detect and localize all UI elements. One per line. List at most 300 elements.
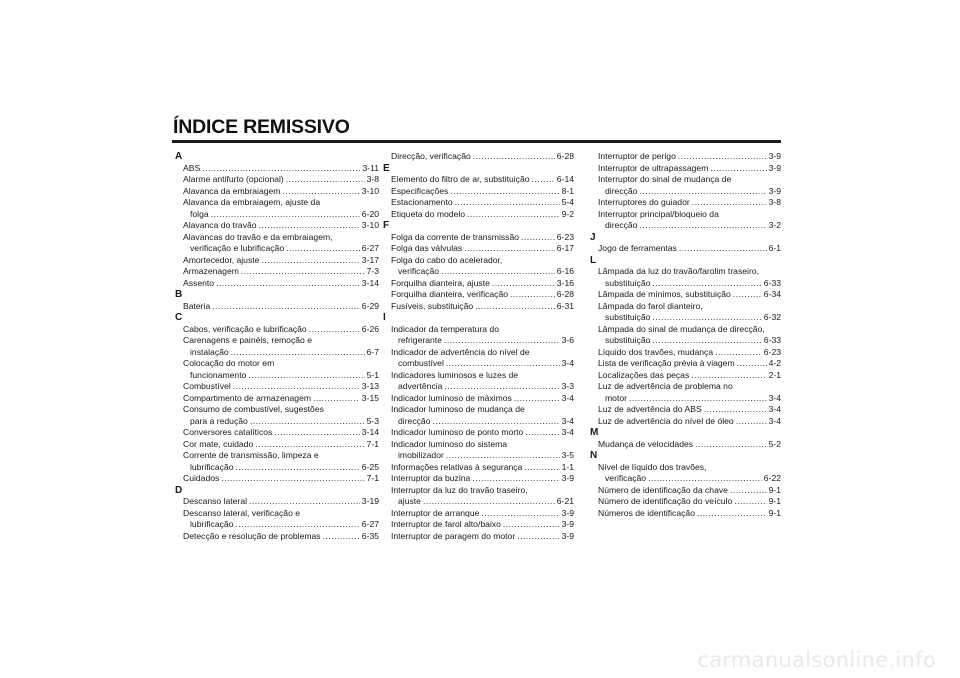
index-entry-page: 3-14 [361, 277, 379, 288]
index-entry-text: substituição [605, 312, 651, 322]
index-entry-text: Descanso lateral [183, 496, 248, 506]
dot-leader [286, 243, 360, 255]
index-entry-text: Interruptor do sinal de mudança de [598, 174, 732, 184]
index-entry-text: Direcção, verificação [391, 151, 471, 161]
index-entry [183, 174, 379, 186]
index-entry [598, 416, 781, 428]
index-entry [183, 393, 379, 405]
index-entry [598, 381, 781, 404]
index-entry [598, 209, 781, 232]
index-entry [183, 163, 379, 175]
index-entry [391, 289, 574, 301]
index-letter-heading: I [383, 312, 386, 323]
index-entry-page: 9-1 [768, 507, 781, 518]
dot-leader [446, 358, 560, 370]
dot-leader [514, 393, 560, 405]
index-entry [183, 220, 379, 232]
index-entry [391, 243, 574, 255]
dot-leader [510, 289, 555, 301]
dot-leader [652, 312, 761, 324]
dot-leader [679, 243, 767, 255]
index-entry-page: 9-1 [768, 484, 781, 495]
page-title: ÍNDICE REMISSIVO [173, 116, 350, 138]
index-entry-text: verificação [398, 266, 440, 276]
dot-leader [444, 381, 559, 393]
index-entry-text: Jogo de ferramentas [598, 243, 677, 253]
index-entry-text: Estacionamento [391, 197, 453, 207]
index-entry [391, 186, 574, 198]
index-entry-page: 6-29 [361, 300, 379, 311]
index-entry-page: 6-23 [556, 231, 574, 242]
dot-leader [524, 462, 559, 474]
dot-leader [259, 220, 360, 232]
dot-leader [697, 508, 767, 520]
dot-leader [212, 301, 360, 313]
index-entry-text: Luz de advertência de problema no [598, 381, 733, 391]
dot-leader [737, 358, 767, 370]
dot-leader [734, 496, 766, 508]
dot-leader [525, 427, 559, 439]
dot-leader [255, 439, 364, 451]
index-entry-text: Indicador luminoso de ponto morto [391, 427, 524, 437]
index-entry-text: Indicador da temperatura do [391, 323, 499, 334]
dot-leader [648, 473, 762, 485]
index-entry [391, 255, 574, 278]
index-entry [391, 439, 574, 462]
index-entry-page: 7-3 [366, 266, 379, 276]
index-entry-text: substituição [605, 277, 651, 288]
index-entry-page: 3-2 [768, 220, 781, 230]
index-entry-text: instalação [190, 346, 229, 357]
index-entry-page: 3-15 [361, 392, 379, 403]
index-entry-text: refrigerante [398, 335, 442, 345]
index-entry-text: Cuidados [183, 473, 220, 483]
dot-leader [261, 255, 359, 267]
index-entry-page: 1-1 [561, 461, 574, 472]
index-entry-text: Localizações das peças [598, 369, 690, 380]
index-entry-page: 6-33 [763, 335, 781, 345]
index-entry-text: Bateria [183, 300, 211, 311]
index-entry [391, 174, 574, 186]
index-entry-text: Indicador de advertência do nível de [391, 346, 530, 357]
index-entry-page: 6-20 [361, 208, 379, 219]
dot-leader [710, 163, 766, 175]
index-entry-text: Forquilha dianteira, ajuste [391, 277, 490, 288]
index-entry-text: verificação [605, 473, 647, 483]
dot-leader [274, 427, 359, 439]
index-entry-text: direcção [398, 415, 431, 426]
index-entry-text: Folga da corrente de transmissão [391, 231, 520, 242]
index-entry [391, 404, 574, 427]
dot-leader [286, 174, 365, 186]
index-entry-page: 3-4 [768, 404, 781, 414]
index-entry-page: 3-4 [561, 358, 574, 368]
index-entry-page: 3-9 [768, 185, 781, 196]
watermark: carmanualsonline.info [697, 648, 936, 672]
dot-leader [639, 220, 766, 232]
index-entry-page: 6-17 [556, 243, 574, 253]
index-entry [598, 404, 781, 416]
index-entry-text: direcção [605, 185, 638, 196]
dot-leader [464, 243, 555, 255]
index-entry-page: 3-9 [768, 162, 781, 173]
index-entry [391, 531, 574, 543]
index-entry-page: 3-10 [361, 185, 379, 196]
dot-leader [733, 289, 762, 301]
index-entry-text: Informações relativas à segurança [391, 461, 523, 472]
index-entry-text: lubrificação [190, 519, 234, 529]
index-entry-text: Luz de advertência do ABS [598, 404, 702, 414]
index-entry-page: 7-1 [366, 438, 379, 449]
index-entry [598, 289, 781, 301]
dot-leader [309, 324, 360, 336]
index-entry [183, 324, 379, 336]
index-entry-text: Mudança de velocidades [598, 438, 694, 449]
index-entry-text: Conversores catalíticos [183, 427, 273, 437]
dot-leader [450, 186, 559, 198]
index-entry-text: Folga do cabo do acelerador, [391, 254, 503, 265]
index-entry-page: 6-22 [763, 473, 781, 483]
index-entry [598, 151, 781, 163]
index-entry-text: Interruptor de ultrapassagem [598, 162, 709, 173]
dot-leader [472, 473, 559, 485]
index-entry [598, 174, 781, 197]
index-entry-text: Compartimento de armazenagem [183, 392, 312, 403]
index-entry-page: 6-16 [556, 266, 574, 276]
index-entry-text: motor [605, 392, 627, 403]
dot-leader [481, 508, 559, 520]
dot-leader [282, 186, 359, 198]
index-entry [598, 485, 781, 497]
dot-leader [517, 531, 559, 543]
index-entry-page: 9-1 [768, 496, 781, 506]
index-entry [183, 381, 379, 393]
index-entry [391, 473, 574, 485]
index-entry [598, 197, 781, 209]
index-entry-text: Elemento do filtro de ar, substituição [391, 174, 530, 184]
index-entry-text: imobilizador [398, 450, 444, 460]
dot-leader [216, 278, 360, 290]
dot-leader [211, 209, 360, 221]
index-entry-text: Indicador luminoso de mudança de [391, 404, 525, 414]
dot-leader [652, 278, 761, 290]
dot-leader [202, 163, 360, 175]
index-entry-page: 6-7 [366, 346, 379, 357]
index-entry [598, 266, 781, 289]
dot-leader [455, 197, 560, 209]
index-letter-heading: D [175, 484, 183, 496]
index-entry-text: Interruptor de paragem do motor [391, 530, 516, 541]
dot-leader [432, 416, 559, 428]
index-entry-text: lubrificação [190, 461, 234, 472]
dot-leader [323, 531, 360, 543]
index-entry [391, 347, 574, 370]
index-entry-text: direcção [605, 220, 638, 230]
dot-leader [629, 393, 767, 405]
index-entry-page: 3-13 [361, 381, 379, 391]
index-entry-page: 3-8 [768, 197, 781, 207]
index-entry [391, 324, 574, 347]
index-entry-page: 4-2 [768, 358, 781, 368]
index-entry [391, 278, 574, 290]
index-entry-page: 3-17 [361, 254, 379, 265]
dot-leader [715, 347, 762, 359]
index-entry-text: Indicadores luminosos e luzes de [391, 369, 519, 380]
index-entry-text: Cor mate, cuidado [183, 438, 254, 449]
dot-leader [221, 473, 364, 485]
index-entry-text: Lâmpada da luz do travão/farolim traseiro, [598, 266, 759, 276]
index-entry [183, 301, 379, 313]
index-entry-page: 6-23 [763, 346, 781, 357]
index-entry [598, 358, 781, 370]
index-entry-text: Assento [183, 277, 215, 288]
index-entry-page: 3-4 [768, 392, 781, 403]
dot-leader [532, 174, 555, 186]
index-entry [391, 427, 574, 439]
index-entry [598, 301, 781, 324]
index-column-2 [383, 151, 574, 542]
index-letter-heading: N [590, 450, 598, 461]
index-entry-text: Alavancas do travão e da embraiagem, [183, 231, 333, 242]
index-entry-page: 6-27 [361, 519, 379, 529]
index-entry-page: 6-34 [763, 289, 781, 299]
index-entry [183, 404, 379, 427]
index-entry-page: 3-4 [561, 415, 574, 426]
index-entry-text: Número de identificação da chave [598, 484, 728, 495]
index-entry [598, 370, 781, 382]
index-entry-page: 3-9 [561, 519, 574, 529]
index-entry [391, 151, 574, 163]
index-entry-text: Interruptor da luz do travão traseiro, [391, 484, 528, 495]
index-entry-page: 6-27 [361, 243, 379, 253]
index-entry [183, 450, 379, 473]
index-entry-text: Amortecedor, ajuste [183, 254, 260, 265]
index-entry-page: 6-32 [763, 312, 781, 322]
index-entry-text: Indicador luminoso de máximos [391, 392, 512, 403]
index-entry [183, 335, 379, 358]
index-entry-text: Corrente de transmissão, limpeza e [183, 450, 319, 460]
index-entry-text: Lâmpada de mínimos, substituição [598, 289, 731, 299]
index-entry [183, 197, 379, 220]
index-entry-page: 3-4 [561, 427, 574, 437]
index-entry [183, 473, 379, 485]
index-entry-text: Líquido dos travões, mudança [598, 346, 714, 357]
index-letter-heading: B [175, 289, 183, 300]
index-entry [183, 531, 379, 543]
index-entry-text: Carenagens e painéis, remoção e [183, 335, 312, 345]
index-entry-text: Lâmpada do sinal de mudança de direcção, [598, 323, 765, 334]
index-entry [391, 370, 574, 393]
index-entry-text: Cabos, verificação e lubrificação [183, 323, 307, 334]
dot-leader [248, 370, 364, 382]
index-entry-text: verificação e lubrificação [190, 243, 285, 253]
index-entry-page: 6-28 [556, 151, 574, 161]
index-entry-text: Armazenagem [183, 266, 239, 276]
dot-leader [241, 266, 365, 278]
index-entry-page: 3-10 [361, 220, 379, 230]
index-entry-page: 9-2 [561, 208, 574, 219]
index-entry [391, 485, 574, 508]
index-entry-text: ABS [183, 162, 201, 173]
index-entry [183, 358, 379, 381]
index-entry-page: 3-19 [361, 496, 379, 506]
index-entry-text: Interruptor de perigo [598, 151, 676, 161]
dot-leader [441, 266, 555, 278]
index-letter-heading: F [383, 220, 390, 231]
index-entry-page: 6-21 [556, 496, 574, 506]
dot-leader [678, 151, 767, 163]
dot-leader [492, 278, 555, 290]
index-entry-text: Consumo de combustível, sugestões [183, 404, 324, 414]
index-entry-text: Alavanca da embraiagem, ajuste da [183, 197, 321, 207]
index-entry-page: 6-25 [361, 461, 379, 472]
index-entry-text: Alavanca da embraiagem [183, 185, 281, 196]
index-entry-page: 5-1 [366, 369, 379, 380]
index-entry-page: 2-1 [768, 369, 781, 380]
index-entry-text: Etiqueta do modelo [391, 208, 466, 219]
title-rule [172, 140, 781, 143]
index-entry [183, 439, 379, 451]
index-entry-text: Combustível [183, 381, 231, 391]
index-entry-text: Interruptor de farol alto/baixo [391, 519, 501, 529]
index-entry-text: Alavanca do travão [183, 220, 257, 230]
index-entry-page: 5-2 [768, 438, 781, 449]
index-entry [183, 496, 379, 508]
index-entry [598, 508, 781, 520]
index-entry-text: Interruptor principal/bloqueio da [598, 208, 719, 219]
index-entry-page: 3-16 [556, 277, 574, 288]
index-letter-heading: E [383, 162, 390, 174]
dot-leader [730, 485, 767, 497]
index-entry [183, 186, 379, 198]
dot-leader [444, 335, 560, 347]
index-entry-text: folga [190, 208, 209, 219]
index-entry-text: Especificações [391, 185, 449, 196]
index-entry-page: 3-9 [561, 473, 574, 483]
index-entry [183, 278, 379, 290]
index-entry [391, 519, 574, 531]
index-entry-text: Lista de verificação prévia à viagem [598, 358, 735, 368]
dot-leader [691, 370, 766, 382]
index-entry [391, 462, 574, 474]
index-entry-text: Nível de líquido dos travões, [598, 461, 707, 472]
index-entry [183, 232, 379, 255]
index-entry-page: 3-8 [366, 174, 379, 184]
index-entry-text: Interruptores do guiador [598, 197, 690, 207]
index-entry-page: 3-6 [561, 335, 574, 345]
index-entry-page: 3-5 [561, 450, 574, 460]
index-entry-text: substituição [605, 335, 651, 345]
index-entry-text: Colocação do motor em [183, 358, 275, 368]
index-entry-text: combustível [398, 358, 444, 368]
index-entry [598, 496, 781, 508]
index-entry-page: 6-35 [361, 530, 379, 541]
index-entry-page: 6-31 [556, 300, 574, 311]
index-entry [183, 508, 379, 531]
index-entry-text: ajuste [398, 496, 421, 506]
index-entry [183, 266, 379, 278]
dot-leader [249, 496, 360, 508]
index-entry [598, 243, 781, 255]
index-entry-text: advertência [398, 381, 443, 391]
index-entry-page: 6-1 [768, 243, 781, 253]
index-entry [391, 301, 574, 313]
dot-leader [423, 496, 555, 508]
index-entry-page: 6-33 [763, 277, 781, 288]
index-entry-page: 6-26 [361, 323, 379, 334]
index-entry-page: 6-14 [556, 174, 574, 184]
index-entry [183, 255, 379, 267]
dot-leader [639, 186, 766, 198]
index-entry-text: Número de identificação do veículo [598, 496, 733, 506]
dot-leader [704, 404, 767, 416]
index-column-1 [175, 151, 379, 542]
index-letter-heading: J [590, 231, 596, 243]
index-entry-page: 3-9 [768, 151, 781, 161]
dot-leader [233, 381, 360, 393]
dot-leader [313, 393, 360, 405]
index-entry [598, 462, 781, 485]
dot-leader [446, 450, 560, 462]
index-entry [391, 209, 574, 221]
index-entry-text: Indicador luminoso do sistema [391, 438, 508, 449]
index-entry-text: Interruptor de arranque [391, 507, 480, 518]
index-entry-text: Interruptor da buzina [391, 473, 471, 483]
index-entry-text: Descanso lateral, verificação e [183, 507, 301, 518]
index-entry-text: Folga das válvulas [391, 243, 463, 253]
dot-leader [473, 151, 555, 163]
index-entry-text: Luz de advertência do nível de óleo [598, 415, 734, 426]
index-entry [598, 439, 781, 451]
index-entry [391, 393, 574, 405]
index-entry [598, 347, 781, 359]
index-entry-text: para a redução [190, 415, 248, 426]
index-entry-page: 3-14 [361, 427, 379, 437]
dot-leader [467, 209, 560, 221]
index-entry-text: Forquilha dianteira, verificação [391, 289, 509, 299]
dot-leader [652, 335, 761, 347]
index-entry [391, 508, 574, 520]
index-entry-text: Lâmpada do farol dianteiro, [598, 300, 703, 311]
dot-leader [250, 416, 365, 428]
dot-leader [736, 416, 767, 428]
dot-leader [475, 301, 555, 313]
index-entry-page: 3-4 [768, 415, 781, 426]
dot-leader [692, 197, 767, 209]
index-entry [391, 197, 574, 209]
index-column-3 [590, 151, 781, 519]
index-entry-text: Números de identificação [598, 507, 695, 518]
dot-leader [521, 232, 555, 244]
index-entry-page: 7-1 [366, 473, 379, 483]
index-entry-text: Fusíveis, substituição [391, 300, 474, 311]
dot-leader [231, 347, 365, 359]
index-entry-page: 3-4 [561, 392, 574, 403]
index-entry [598, 324, 781, 347]
index-entry [391, 232, 574, 244]
dot-leader [235, 462, 359, 474]
index-entry-page: 5-3 [366, 415, 379, 426]
index-entry-page: 3-9 [561, 507, 574, 518]
index-letter-heading: A [175, 151, 183, 162]
index-entry-text: funcionamento [190, 369, 247, 380]
index-entry [183, 427, 379, 439]
index-entry-page: 3-11 [362, 162, 379, 173]
index-entry [598, 163, 781, 175]
index-entry-page: 5-4 [561, 197, 574, 207]
index-letter-heading: C [175, 312, 183, 323]
index-letter-heading: L [590, 254, 597, 266]
